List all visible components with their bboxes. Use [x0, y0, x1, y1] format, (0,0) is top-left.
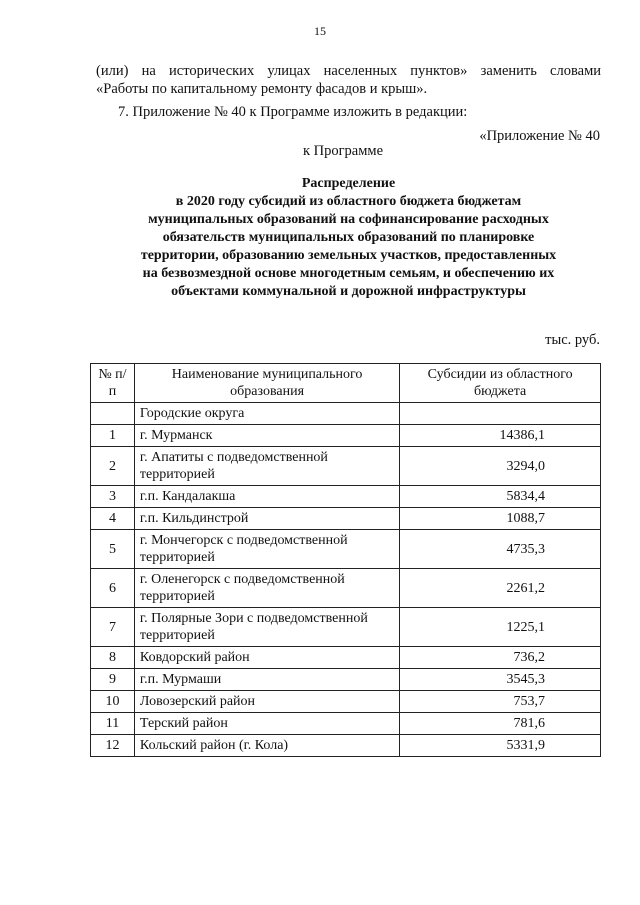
subsidy-value: 753,7	[400, 691, 601, 713]
paragraph-item-7: 7. Приложение № 40 к Программе изложить в редакции:	[118, 104, 468, 120]
group-label: Городские округа	[134, 403, 399, 425]
annex-label: «Приложение № 40	[479, 128, 600, 144]
subsidy-value: 5331,9	[400, 735, 601, 757]
table-row	[91, 447, 601, 486]
table-row	[91, 608, 601, 647]
municipality-name: г. Оленегорск с подведомственной территорией	[134, 569, 399, 608]
subsidy-value: 1225,1	[400, 608, 601, 647]
table-row	[91, 569, 601, 608]
row-number: 9	[91, 669, 135, 691]
subsidy-value: 1088,7	[400, 508, 601, 530]
subsidy-table	[90, 363, 601, 757]
title-line: обязательств муниципальных образований по планировке	[162, 230, 535, 245]
header-number: № п/п	[91, 364, 135, 403]
annex-subtitle: к Программе	[302, 143, 384, 159]
row-number: 2	[91, 447, 135, 486]
paragraph-text: (или) на исторических улицах населенных пунктов» заменить словами	[96, 63, 601, 79]
municipality-name: г. Мурманск	[134, 425, 399, 447]
subsidy-value: 781,6	[400, 713, 601, 735]
title-line: территории, образованию земельных участков, предоставленных	[140, 248, 557, 263]
municipality-name: г. Апатиты с подведомственной территорией	[134, 447, 399, 486]
page-number: 15	[314, 24, 326, 38]
subsidy-value: 3545,3	[400, 669, 601, 691]
title-line: в 2020 году субсидий из областного бюджета бюджетам	[175, 194, 522, 209]
row-number: 3	[91, 486, 135, 508]
subsidy-value: 14386,1	[400, 425, 601, 447]
table-row	[91, 486, 601, 508]
municipality-name: г.п. Мурмаши	[134, 669, 399, 691]
row-number: 11	[91, 713, 135, 735]
municipality-name: г. Мончегорск с подведомственной территорией	[134, 530, 399, 569]
table-row	[91, 669, 601, 691]
table-group-row	[91, 403, 601, 425]
row-number: 7	[91, 608, 135, 647]
units-label: тыс. руб.	[545, 332, 600, 348]
row-number: 4	[91, 508, 135, 530]
subsidy-value: 736,2	[400, 647, 601, 669]
municipality-name: г. Полярные Зори с подведомственной территорией	[134, 608, 399, 647]
municipality-name: Ловозерский район	[134, 691, 399, 713]
title-line: объектами коммунальной и дорожной инфраструктуры	[171, 284, 526, 299]
table-row	[91, 735, 601, 757]
municipality-name: Кольский район (г. Кола)	[134, 735, 399, 757]
subsidy-value: 5834,4	[400, 486, 601, 508]
subsidy-value: 3294,0	[400, 447, 601, 486]
paragraph-text: «Работы по капитальному ремонту фасадов и крыш».	[96, 81, 428, 97]
table-row	[91, 508, 601, 530]
header-municipality: Наименование муниципального образования	[134, 364, 399, 403]
subsidy-value: 4735,3	[400, 530, 601, 569]
municipality-name: г.п. Кильдинстрой	[134, 508, 399, 530]
table-header-row	[91, 364, 601, 403]
table-row	[91, 425, 601, 447]
row-number: 12	[91, 735, 135, 757]
title-line: муниципальных образований на софинансирование расходных	[148, 212, 549, 227]
row-number: 5	[91, 530, 135, 569]
municipality-name: Ковдорский район	[134, 647, 399, 669]
document-title	[96, 175, 601, 301]
row-number: 8	[91, 647, 135, 669]
municipality-name: Терский район	[134, 713, 399, 735]
row-number: 1	[91, 425, 135, 447]
table-row	[91, 713, 601, 735]
header-subsidy: Субсидии из областного бюджета	[400, 364, 601, 403]
title-line: Распределение	[301, 176, 396, 191]
table-row	[91, 647, 601, 669]
row-number: 6	[91, 569, 135, 608]
row-number: 10	[91, 691, 135, 713]
subsidy-value: 2261,2	[400, 569, 601, 608]
table-row	[91, 530, 601, 569]
municipality-name: г.п. Кандалакша	[134, 486, 399, 508]
table-row	[91, 691, 601, 713]
title-line: на безвозмездной основе многодетным семьям, и обеспечению их	[142, 266, 555, 281]
